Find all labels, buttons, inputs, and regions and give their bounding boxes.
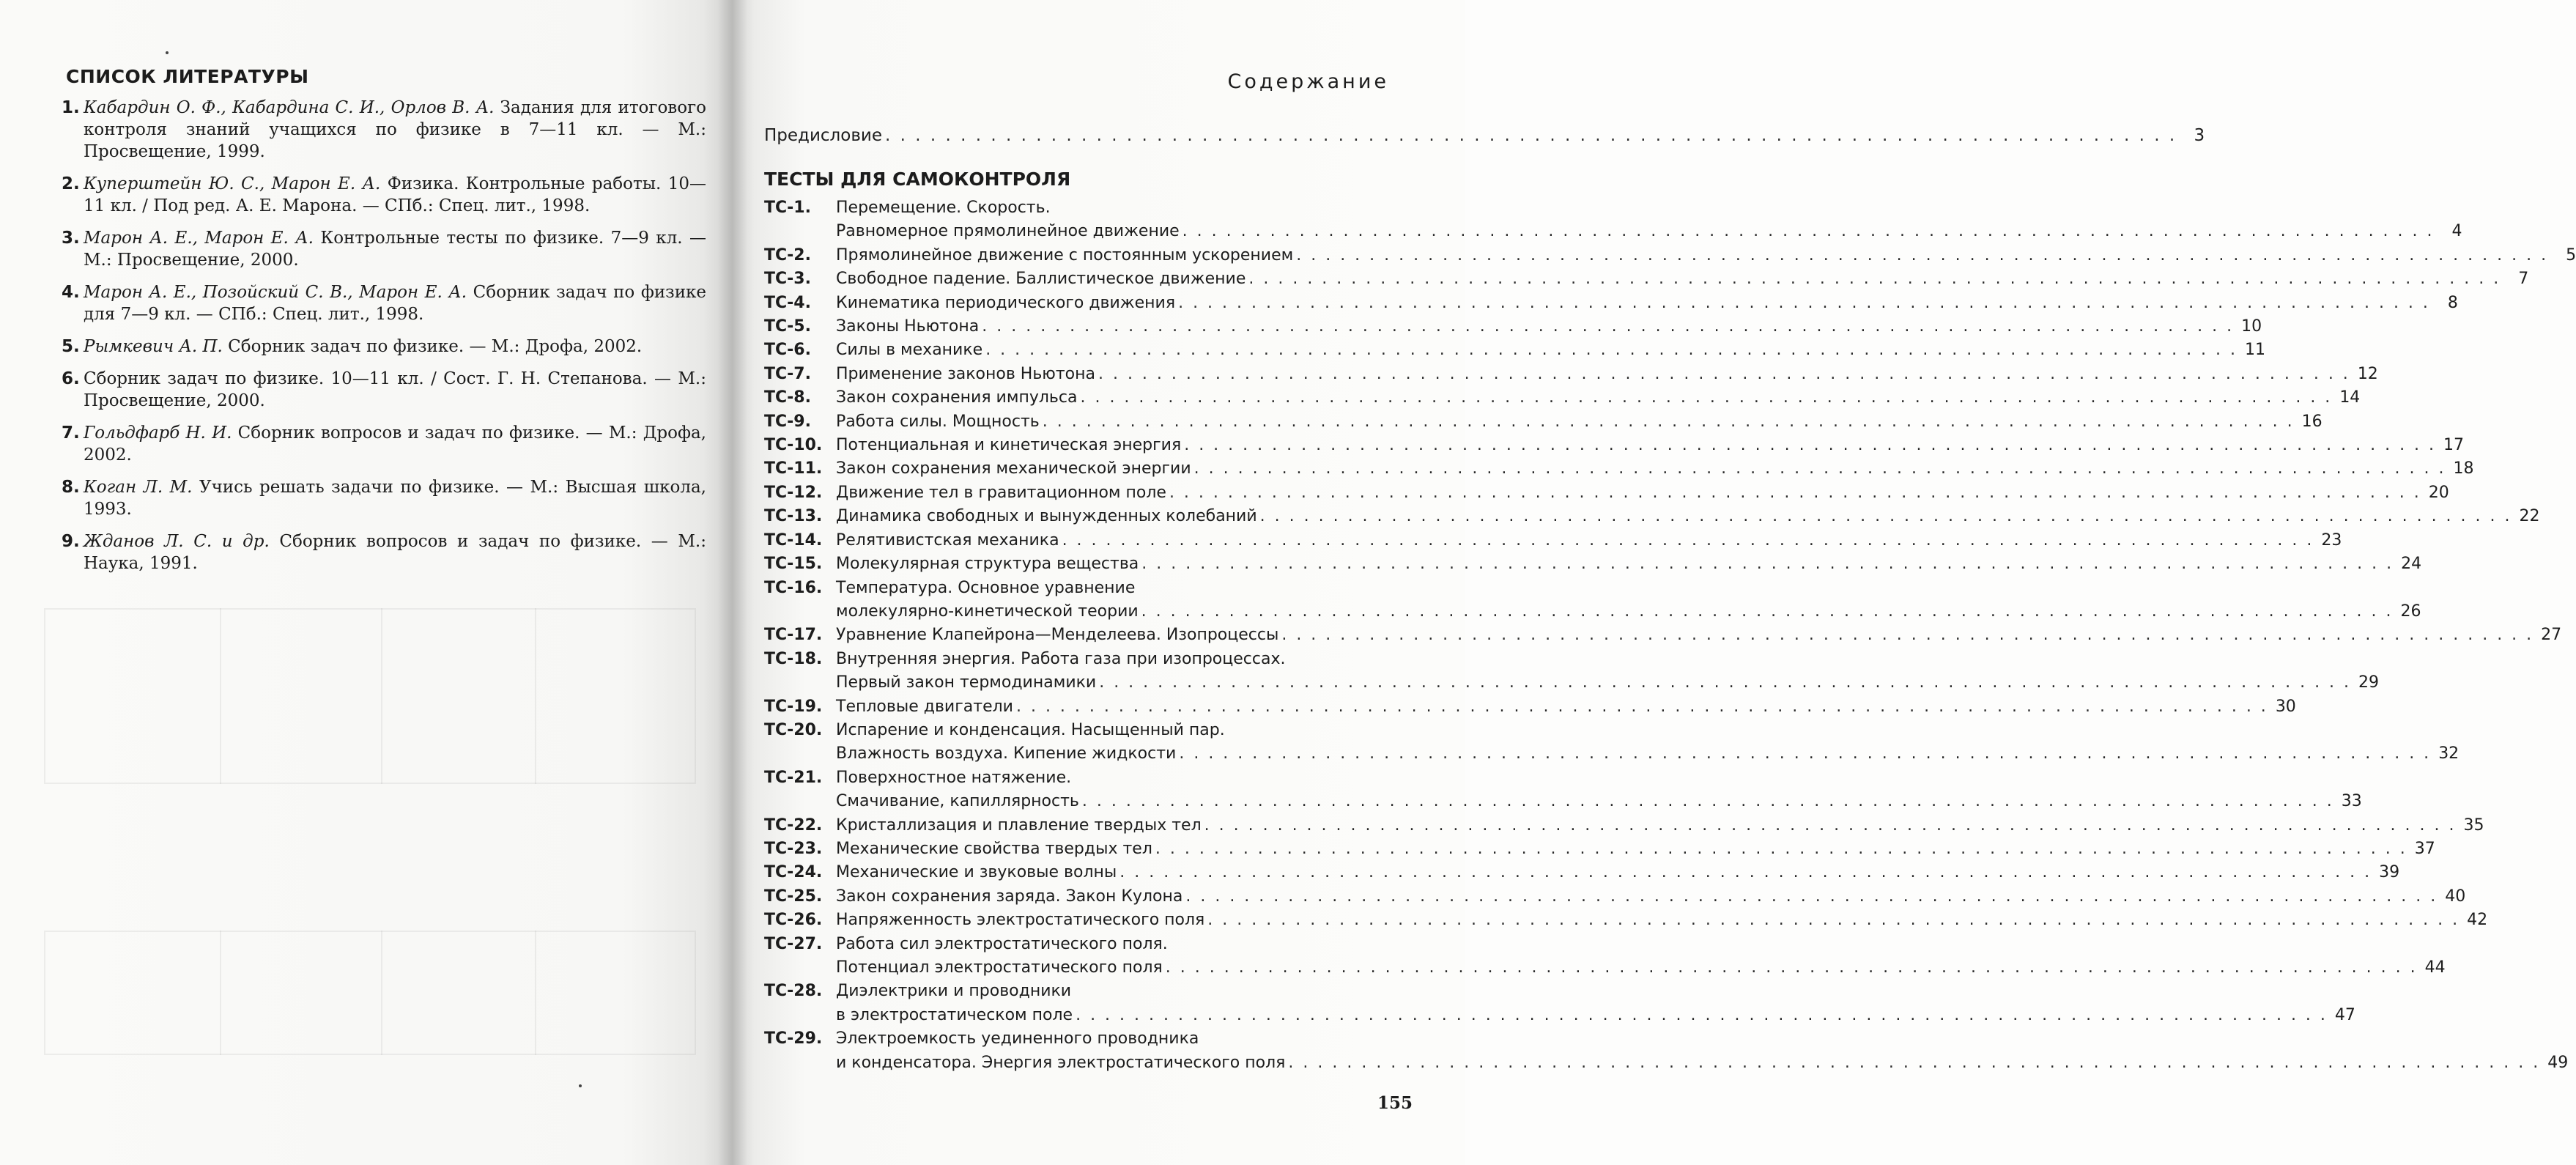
toc-entry-line: [836, 695, 2296, 719]
toc-entry[interactable]: [764, 267, 2529, 291]
toc-entry-body: [836, 766, 2362, 814]
toc-entry-code: ТС-20.: [764, 720, 823, 739]
toc-entry-body: [836, 814, 2484, 837]
toc-entry-title: Кристаллизация и плавление твердых тел: [836, 815, 1202, 835]
leader-dots: [1166, 956, 2418, 980]
toc-entry-line: [836, 386, 2360, 410]
leader-dots: [982, 315, 2234, 339]
toc-entry-line: [836, 244, 2576, 267]
toc-entry[interactable]: [764, 410, 2323, 434]
toc-entry-title: молекулярно-кинетической теории: [836, 602, 1139, 621]
toc-entry-title: Работа силы. Мощность: [836, 412, 1040, 431]
toc-entry-body: [836, 577, 2421, 624]
toc-entry-line: [836, 220, 2462, 243]
bibliography-item-reference: Сборник задач по физике. 10—11 кл. / Сост. Г. Н. Степанова. — М.: Просвещение, 2000.: [84, 369, 706, 410]
bibliography-item-author: Куперштейн Ю. С., Марон Е. А.: [84, 174, 381, 193]
toc-entry-title: Динамика свободных и вынужденных колебаний: [836, 507, 1257, 526]
toc-entry-body: [836, 481, 2449, 505]
bibliography-item-number: 7.: [62, 424, 80, 443]
toc-entry-title: Прямолинейное движение с постоянным ускорением: [836, 245, 1294, 265]
toc-entry-body: [836, 457, 2474, 481]
toc-entry-page-number: 17: [2443, 436, 2465, 455]
toc-entry-page-number: 33: [2341, 792, 2362, 811]
toc-entry-line: [836, 861, 2399, 884]
toc-entry-body: [836, 386, 2360, 410]
toc-entry-title: Равномерное прямолинейное движение: [836, 222, 1180, 241]
toc-entry-title: Законы Ньютона: [836, 317, 980, 336]
bibliography-item-reference: Сборник задач по физике для 7—9 кл. — СПб.: Спец. лит., 1998.: [84, 283, 707, 324]
toc-entry[interactable]: [764, 980, 2355, 1027]
toc-entry-page-number: 18: [2453, 459, 2474, 478]
toc-entry-page-number: 42: [2467, 911, 2488, 930]
bibliography-item-author: Марон А. Е., Позойский С. В., Марон Е. А.: [84, 283, 467, 302]
toc-entry-title: Потенциал электростатического поля: [836, 958, 1163, 977]
toc-entry-code: ТС-29.: [764, 1029, 823, 1048]
toc-entry-line: [836, 933, 2446, 956]
bibliography-item-reference: Учись решать задачи по физике. — М.: Высшая школа, 1993.: [84, 478, 706, 519]
leader-dots: [1296, 244, 2548, 267]
toc-header: Содержание: [1227, 70, 1389, 93]
toc-entry-title: Тепловые двигатели: [836, 697, 1013, 716]
toc-entry-title: Диэлектрики и проводники: [836, 982, 1072, 1001]
toc-entry-page-number: 47: [2334, 1005, 2355, 1024]
bleed-through-line: [381, 608, 382, 784]
toc-entry-title: Температура. Основное уравнение: [836, 578, 1136, 597]
toc-entry-code: ТС-15.: [764, 555, 823, 574]
toc-entry-title: Применение законов Ньютона: [836, 364, 1095, 383]
toc-entry-line: [836, 980, 2355, 1003]
bibliography-item-reference: Сборник вопросов и задач по физике. — М.: Наука, 1991.: [84, 532, 706, 573]
bibliography-item: [62, 476, 706, 520]
toc-entry[interactable]: [764, 766, 2362, 814]
bibliography-item-number: 4.: [62, 283, 80, 302]
toc-entry-line: [836, 624, 2561, 647]
bibliography-item-author: Кабардин О. Ф., Кабардина С. И., Орлов В. А.: [84, 98, 495, 117]
toc-entry-body: [836, 410, 2323, 434]
toc-entry-body: [836, 315, 2262, 339]
bibliography-item-text: [84, 173, 706, 217]
toc-entry-code: ТС-28.: [764, 982, 823, 1001]
toc-entry-page-number: 23: [2321, 530, 2342, 550]
toc-entry-body: [836, 552, 2421, 576]
book-gutter: [718, 0, 747, 1165]
bibliography-item-author: Марон А. Е., Марон Е. А.: [84, 229, 314, 248]
toc-entry-title: Кинематика периодического движения: [836, 293, 1176, 312]
toc-entry[interactable]: [764, 339, 2266, 362]
bibliography-item-author: Рымкевич А. П.: [84, 337, 223, 356]
toc-entry-title: Перемещение. Скорость.: [836, 199, 1051, 217]
bibliography-item: [62, 173, 706, 217]
toc-entry-page-number: 49: [2547, 1053, 2569, 1072]
toc-entry-line: [836, 363, 2378, 386]
toc-entry[interactable]: [764, 837, 2435, 861]
bibliography-item: [62, 97, 706, 163]
bibliography-title: СПИСОК ЛИТЕРАТУРЫ: [66, 66, 309, 87]
bibliography-item-number: 1.: [62, 98, 80, 117]
toc-entry[interactable]: [764, 434, 2465, 457]
leader-dots: [1076, 1004, 2328, 1027]
bibliography-item-reference: Сборник вопросов и задач по физике. — М.: Дрофа, 2002.: [84, 424, 706, 465]
toc-entry-title: Закон сохранения импульса: [836, 388, 1078, 407]
toc-entry-title: Электроемкость уединенного проводника: [836, 1029, 1199, 1048]
bibliography-item-text: [84, 227, 706, 271]
toc-entry-page-number: 27: [2541, 626, 2562, 645]
toc-entry-line: [836, 434, 2464, 457]
toc-entry-title: Поверхностное натяжение.: [836, 768, 1072, 787]
leader-dots: [1169, 481, 2421, 505]
toc-entry-code: ТС-25.: [764, 887, 823, 906]
leader-dots: [1204, 814, 2457, 837]
toc-entry-title: Внутренняя энергия. Работа газа при изопроцессах.: [836, 649, 1286, 668]
toc-entry-title: Смачивание, капиллярность: [836, 792, 1079, 811]
bleed-through-line: [381, 931, 382, 1055]
toc-entry[interactable]: [764, 933, 2446, 980]
toc-entry-page-number: 22: [2519, 507, 2540, 526]
toc-entry-title: Механические свойства твердых тел: [836, 839, 1152, 858]
toc-entry-line: [836, 909, 2487, 932]
toc-entry-page-number: 10: [2241, 317, 2262, 336]
toc-entry-line: [836, 196, 2462, 220]
toc-entry[interactable]: [764, 292, 2458, 315]
toc-entry-code: ТС-7.: [764, 364, 811, 383]
toc-entry-code: ТС-23.: [764, 839, 823, 858]
leader-dots: [1248, 267, 2501, 291]
bleed-through-line: [220, 931, 221, 1055]
leader-dots: [1141, 600, 2394, 624]
toc-entry-page-number: 12: [2357, 364, 2378, 383]
toc-entry-body: [836, 339, 2265, 362]
toc-entry[interactable]: [764, 244, 2576, 267]
toc-entry-title: Испарение и конденсация. Насыщенный пар.: [836, 720, 1225, 739]
toc-entry-title: Уравнение Клапейрона—Менделеева. Изопроцессы: [836, 626, 1279, 645]
leader-dots: [1016, 695, 2268, 719]
toc-entry[interactable]: [764, 505, 2540, 528]
bibliography-item-text: [84, 476, 706, 520]
toc-entry-page-number: 7: [2518, 270, 2529, 289]
toc-entry-title: Влажность воздуха. Кипение жидкости: [836, 744, 1177, 763]
toc-entry-line: [836, 790, 2362, 813]
toc-entry-code: ТС-19.: [764, 697, 823, 716]
leader-dots: [885, 125, 2177, 147]
toc-entry-line: [836, 315, 2262, 339]
toc-entry-title: и конденсатора. Энергия электростатического поля: [836, 1053, 1286, 1072]
bibliography-item: [62, 227, 706, 271]
toc-entry-body: [836, 505, 2540, 528]
toc-entry-title: Первый закон термодинамики: [836, 673, 1097, 692]
toc-entry[interactable]: [764, 648, 2380, 695]
dust-speck: [166, 51, 169, 54]
toc-entry-code: ТС-16.: [764, 578, 823, 597]
bibliography-item-text: [84, 368, 706, 412]
leader-dots: [1184, 434, 2436, 457]
bibliography-item: [62, 422, 706, 466]
toc-entry-code: ТС-17.: [764, 626, 823, 645]
leader-dots: [1178, 292, 2430, 315]
toc-entry[interactable]: [764, 695, 2296, 719]
toc-entry-line: [836, 1051, 2568, 1075]
toc-entry-body: [836, 980, 2355, 1027]
leader-dots: [1185, 885, 2438, 909]
toc-entry-body: [836, 529, 2342, 552]
bleed-through-line: [535, 931, 536, 1055]
toc-entry-body: [836, 695, 2296, 719]
toc-entry-page-number: 37: [2414, 839, 2435, 858]
toc-entry-line: [836, 267, 2528, 291]
toc-entry-code: ТС-4.: [764, 293, 811, 312]
leader-dots: [1080, 386, 2332, 410]
bibliography-item-text: [84, 422, 706, 466]
toc-entry-page-number: 11: [2245, 341, 2266, 360]
toc-entry-code: ТС-14.: [764, 530, 823, 550]
bibliography-item-author: Гольдфарб Н. И.: [84, 424, 232, 443]
bleed-through-grid: [44, 608, 696, 784]
toc-entry-line: [836, 956, 2446, 980]
toc-entry-line: [836, 671, 2379, 695]
toc-entry-code: ТС-1.: [764, 199, 811, 217]
toc-entry-line: [836, 742, 2459, 766]
bibliography-item: [62, 530, 706, 574]
toc-entry-title: Силы в механике: [836, 341, 983, 360]
toc-entry-page-number: 39: [2379, 863, 2400, 882]
toc-entry[interactable]: [764, 363, 2378, 386]
toc-entry-code: ТС-2.: [764, 245, 811, 265]
toc-entry-page-number: 20: [2428, 483, 2449, 502]
toc-entry-page-number: 24: [2401, 555, 2422, 574]
bleed-through-grid: [44, 931, 696, 1055]
toc-entry-body: [836, 292, 2458, 315]
toc-entry-page-number: 14: [2339, 388, 2361, 407]
toc-entry-title: Механические и звуковые волны: [836, 863, 1117, 882]
leader-dots: [1288, 1051, 2540, 1075]
toc-entry-page-number: 29: [2358, 673, 2380, 692]
toc-entry-line: [836, 577, 2421, 600]
bibliography-item-text: [84, 281, 706, 325]
leader-dots: [1281, 624, 2534, 647]
bibliography-item-number: 2.: [62, 174, 80, 193]
leader-dots: [1099, 671, 2351, 695]
toc-entry-code: ТС-12.: [764, 483, 823, 502]
toc-entry-code: ТС-5.: [764, 317, 811, 336]
bibliography-item-author: Коган Л. М.: [84, 478, 193, 497]
toc-entry[interactable]: [764, 315, 2262, 339]
toc-entry-title: Релятивистская механика: [836, 530, 1059, 550]
bibliography-item: [62, 368, 706, 412]
toc-entry-page-number: 4: [2451, 222, 2462, 241]
toc-entry-title: Молекулярная структура вещества: [836, 555, 1139, 574]
toc-entry-code: ТС-6.: [764, 341, 811, 360]
bibliography-item-number: 9.: [62, 532, 80, 551]
preface-label: Предисловие: [764, 126, 882, 145]
dust-speck: [579, 1084, 582, 1087]
toc-entry[interactable]: [764, 552, 2422, 576]
toc-entry[interactable]: [764, 861, 2400, 884]
leader-dots: [1098, 363, 2350, 386]
bibliography-item-reference: Задания для итогового контроля знаний учащихся по физике в 7—11 кл. — М.: Просвещение, 1999.: [84, 98, 706, 161]
toc-entry-body: [836, 719, 2459, 766]
toc-entry-page-number: 30: [2275, 697, 2296, 716]
toc-entry-page-number: 40: [2445, 887, 2466, 906]
toc-entry[interactable]: [764, 1027, 2569, 1075]
bibliography-item: [62, 336, 706, 358]
bibliography-item-reference: Контрольные тесты по физике. 7—9 кл. — М.: Просвещение, 2000.: [84, 229, 706, 270]
toc-entry-line: [836, 339, 2265, 362]
toc-entry-body: [836, 624, 2561, 647]
toc-entry-code: ТС-21.: [764, 768, 823, 787]
bleed-through-line: [535, 608, 536, 784]
toc-entry-line: [836, 648, 2379, 671]
leader-dots: [1194, 457, 2446, 481]
toc-entry-line: [836, 457, 2474, 481]
leader-dots: [1141, 552, 2394, 576]
leader-dots: [1082, 790, 2334, 813]
toc-entry-line: [836, 1004, 2355, 1027]
toc-entry-title: Закон сохранения механической энергии: [836, 459, 1191, 478]
toc-entry-title: в электростатическом поле: [836, 1005, 1073, 1024]
bibliography-item-text: [84, 336, 706, 358]
toc-entry-page-number: 26: [2400, 602, 2421, 621]
toc-entry-page-number: 32: [2438, 744, 2460, 763]
leader-dots: [1062, 529, 2314, 552]
toc-entry[interactable]: [764, 719, 2460, 766]
bleed-through-line: [220, 608, 221, 784]
bibliography-item-number: 5.: [62, 337, 80, 356]
bibliography-item-number: 6.: [62, 369, 80, 388]
toc-entry[interactable]: [764, 909, 2488, 932]
toc-entry-line: [836, 529, 2342, 552]
leader-dots: [985, 339, 2238, 362]
toc-entry[interactable]: [764, 457, 2474, 481]
toc-entry[interactable]: [764, 577, 2421, 624]
toc-entry-line: [836, 837, 2435, 861]
toc-entry-line: [836, 814, 2484, 837]
leader-dots: [1119, 861, 2372, 884]
toc-entry-code: ТС-11.: [764, 459, 823, 478]
bibliography-item-reference: Физика. Контрольные работы. 10—11 кл. / Под ред. А. Е. Марона. — СПб.: Спец. лит., 1998.: [84, 174, 707, 215]
toc-entry-body: [836, 244, 2576, 267]
page-number: 155: [1377, 1093, 1413, 1113]
bibliography-item: [62, 281, 706, 325]
toc-entry-code: ТС-26.: [764, 911, 823, 930]
toc-entry-title: Закон сохранения заряда. Закон Кулона: [836, 887, 1183, 906]
toc-entry-line: [836, 766, 2362, 790]
toc-entry-line: [836, 410, 2323, 434]
toc-entry[interactable]: [764, 481, 2449, 505]
leader-dots: [1043, 410, 2295, 434]
toc-entry-line: [836, 505, 2540, 528]
toc-entry-title: Потенциальная и кинетическая энергия: [836, 436, 1182, 455]
toc-entry-line: [836, 885, 2465, 909]
toc-entry-body: [836, 861, 2399, 884]
toc-entry-title: Напряженность электростатического поля: [836, 911, 1205, 930]
toc-section-title: ТЕСТЫ ДЛЯ САМОКОНТРОЛЯ: [764, 169, 1071, 190]
toc-entry[interactable]: [764, 529, 2342, 552]
toc-entry-code: ТС-18.: [764, 649, 823, 668]
toc-list: [764, 196, 2576, 1075]
leader-dots: [1155, 837, 2407, 861]
toc-entry-body: [836, 909, 2487, 932]
toc-entry-code: ТС-13.: [764, 507, 823, 526]
toc-entry-page-number: 35: [2463, 815, 2484, 835]
toc-entry-line: [836, 292, 2458, 315]
toc-entry-line: [836, 1027, 2568, 1051]
leader-dots: [1207, 909, 2460, 932]
bibliography-item-reference: Сборник задач по физике. — М.: Дрофа, 2002.: [222, 337, 643, 356]
toc-entry[interactable]: [764, 196, 2462, 244]
toc-entry-code: ТС-3.: [764, 270, 811, 289]
toc-entry-body: [836, 837, 2435, 861]
leader-dots: [1260, 505, 2512, 528]
toc-entry-page-number: 16: [2301, 412, 2323, 431]
toc-entry-body: [836, 196, 2462, 244]
toc-entry-code: ТС-8.: [764, 388, 811, 407]
bibliography-item-text: [84, 97, 706, 163]
toc-entry-title: Движение тел в гравитационном поле: [836, 483, 1166, 502]
preface-page-number: 3: [2194, 126, 2205, 145]
toc-entry-code: ТС-9.: [764, 412, 811, 431]
bibliography-item-text: [84, 530, 706, 574]
toc-entry-body: [836, 363, 2378, 386]
bibliography-item-author: Жданов Л. С. и др.: [84, 532, 270, 551]
toc-entry-line: [836, 719, 2459, 742]
toc-entry[interactable]: [764, 386, 2361, 410]
toc-entry-line: [836, 552, 2421, 576]
toc-entry-page-number: 8: [2447, 293, 2458, 312]
leader-dots: [1182, 220, 2435, 243]
toc-entry-page-number: 44: [2424, 958, 2446, 977]
leader-dots: [1179, 742, 2431, 766]
toc-entry[interactable]: [764, 624, 2562, 647]
toc-entry-body: [836, 434, 2464, 457]
toc-preface-entry[interactable]: [764, 125, 2205, 147]
toc-entry-line: [836, 481, 2449, 505]
toc-entry-body: [836, 267, 2528, 291]
bibliography-list: [62, 97, 706, 585]
toc-entry-code: ТС-10.: [764, 436, 823, 455]
toc-entry-body: [836, 648, 2379, 695]
bibliography-item-number: 8.: [62, 478, 80, 497]
toc-entry-line: [836, 600, 2421, 624]
toc-entry-page-number: 5: [2566, 245, 2576, 265]
toc-entry-title: Свободное падение. Баллистическое движение: [836, 270, 1246, 289]
toc-entry-body: [836, 933, 2446, 980]
toc-entry[interactable]: [764, 814, 2484, 837]
bibliography-item-number: 3.: [62, 229, 80, 248]
toc-entry[interactable]: [764, 885, 2466, 909]
toc-entry-code: ТС-22.: [764, 815, 823, 835]
toc-entry-title: Работа сил электростатического поля.: [836, 934, 1168, 953]
toc-entry-code: ТС-27.: [764, 934, 823, 953]
toc-entry-body: [836, 885, 2465, 909]
toc-entry-body: [836, 1027, 2568, 1075]
toc-entry-code: ТС-24.: [764, 863, 823, 882]
